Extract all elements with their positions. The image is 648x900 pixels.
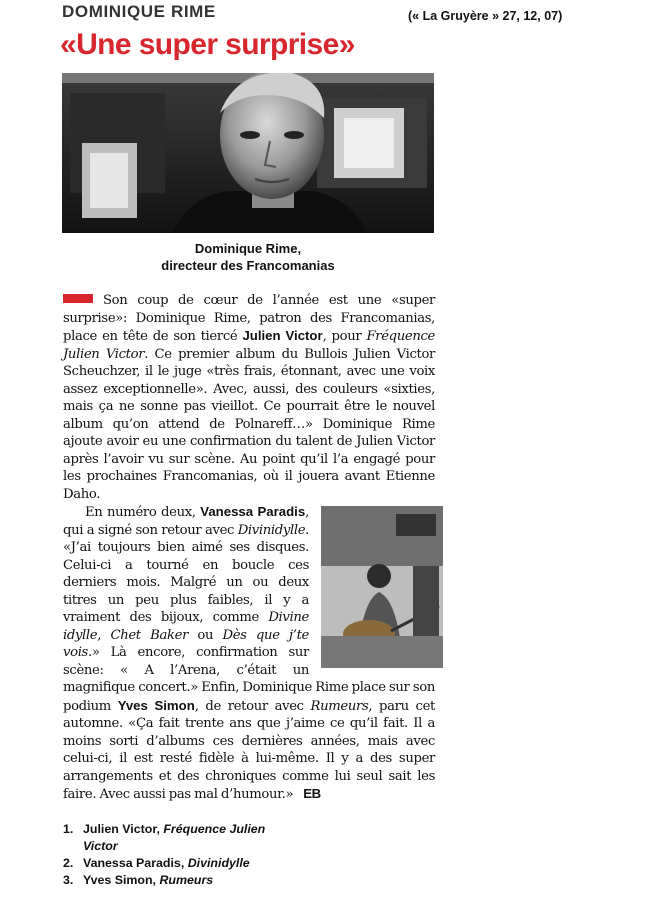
- paragraph-1: [63, 292, 435, 503]
- text-run: , qui a signé son retour avec: [63, 505, 309, 538]
- headline: «Une super surprise»: [60, 28, 355, 61]
- text-run: , pour: [322, 329, 367, 344]
- text-run: .» Là encore, confirmation sur scène: « A l’Arena, c’était un magnifique concert.» Enfin, Dominique Rime place sur son podium: [63, 645, 435, 714]
- portrait-photo: [62, 73, 434, 233]
- rank-artist: Julien Victor,: [83, 822, 164, 836]
- paragraph-2: [63, 503, 435, 804]
- song-title: Divine idylle: [63, 610, 309, 643]
- caption-line: Dominique Rime,: [194, 241, 302, 256]
- author-signature: EB: [303, 786, 321, 801]
- artist-name: Julien Victor: [242, 328, 323, 343]
- text-run: Son coup de cœur de l’année est une «super surprise»: Dominique Rime, patron des Francomanias, place en tête de son tiercé: [63, 293, 435, 344]
- album-title: Divinidylle: [237, 522, 306, 538]
- rank-artist: Yves Simon,: [83, 873, 160, 887]
- text-run: , de retour avec: [194, 698, 311, 714]
- list-item: [63, 855, 303, 872]
- text-run: . Ce premier album du Bullois Julien Victor Scheuchzer, il le juge «très frais, étonnant, avec une voix assez exceptionnelle». Avec, aussi, des couleurs «sixties, mais ça ne sonne pas vieillot. Ce pourrait être le nouvel album qu’on attend de Polnareff…» Dominique Rime ajoute avoir eu une confirmation du talent de Julien Victor après l’avoir vu sur scène. Au point qu’il l’a engagé pour les prochaines Francomanias, où il jouera avant Etienne Daho.: [63, 346, 436, 502]
- artist-name: Vanessa Paradis: [200, 504, 306, 519]
- caption-line: directeur des Francomanias: [161, 258, 335, 273]
- list-item: [63, 872, 303, 889]
- text-run: ou: [188, 627, 223, 643]
- text-run: En numéro deux,: [85, 505, 201, 520]
- rank-album: Divinidylle: [187, 856, 250, 870]
- album-title: Fréquence Julien Victor: [63, 329, 435, 362]
- photo-caption: [62, 240, 434, 274]
- rank-album: Fréquence Julien Victor: [83, 822, 266, 853]
- rank-number: 3.: [63, 873, 74, 887]
- text-run: ,: [97, 627, 111, 643]
- text-run: . «J’ai toujours bien aimé ses disques. Celui-ci a tourné en boucle ces derniers mois. Malgré un ou deux titres un peu plus faibles, il y a vraiment des bijoux, comme: [63, 522, 309, 625]
- ranking-list: [63, 821, 303, 889]
- source-reference: (« La Gruyère » 27, 12, 07): [408, 9, 563, 23]
- red-marker: [63, 294, 93, 303]
- rank-number: 1.: [63, 822, 74, 836]
- rank-album: Rumeurs: [159, 873, 214, 887]
- song-title: Dès que j’te vois: [63, 627, 309, 660]
- song-title: Chet Baker: [110, 627, 189, 643]
- album-cover-image: [321, 506, 443, 668]
- rank-number: 2.: [63, 856, 74, 870]
- album-title: Rumeurs: [310, 698, 369, 714]
- article-body: [63, 292, 435, 804]
- section-kicker: DOMINIQUE RIME: [62, 2, 216, 21]
- list-item: [63, 821, 303, 855]
- rank-artist: Vanessa Paradis,: [83, 856, 188, 870]
- artist-name: Yves Simon: [117, 697, 195, 713]
- text-run: , paru cet automne. «Ça fait trente ans que j’aime ce qu’il fait. Il a moins sorti d’albums ces dernières années, mais avec celui-ci, il est resté fidèle à lui-même. Il y a des super arrangements et des chroniques comme lui seul sait les faire. Avec aussi pas mal d’humour.»: [63, 698, 435, 802]
